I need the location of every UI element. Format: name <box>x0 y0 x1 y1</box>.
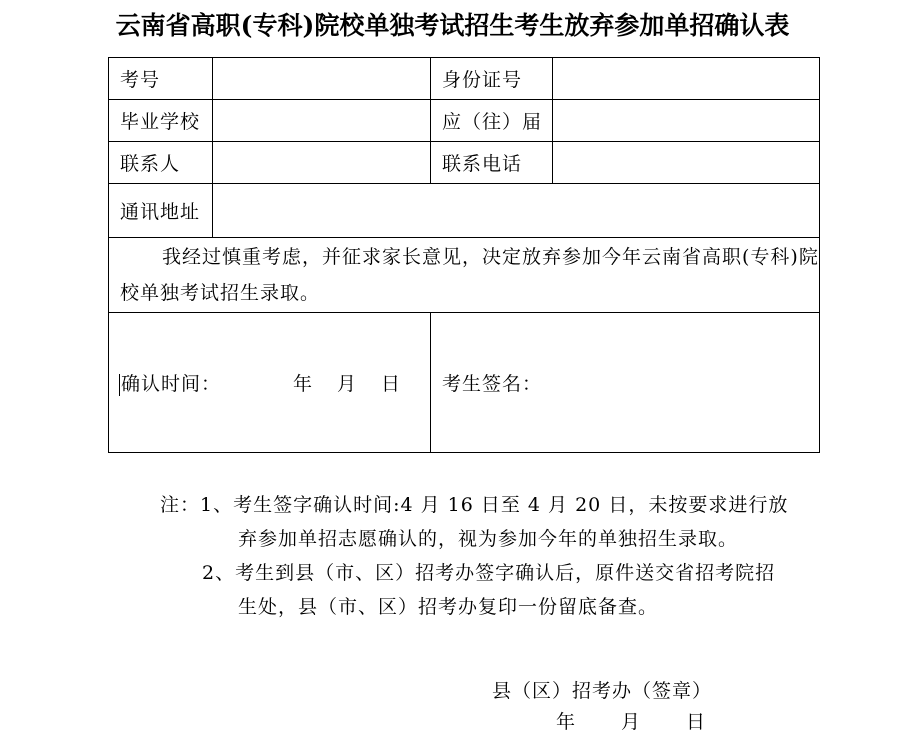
footer-month: 月 <box>621 711 641 733</box>
note-1-line-2: 弃参加单招志愿确认的，视为参加今年的单独招生录取。 <box>238 528 739 550</box>
id-field[interactable] <box>553 58 820 100</box>
note-2-line-1: 2、考生到县（市、区）招考办签字确认后，原件送交省招考院招 <box>202 562 776 584</box>
footer-day: 日 <box>686 711 706 733</box>
statement-text: 我经过慎重考虑，并征求家长意见，决定放弃参加今年云南省高职(专科)院校单独考试招生录取。 <box>109 238 820 313</box>
page-title: 云南省高职(专科)院校单独考试招生考生放弃参加单招确认表 <box>115 11 790 40</box>
phone-label: 联系电话 <box>431 142 553 184</box>
student-sign-cell[interactable] <box>431 313 820 453</box>
note-2-line-2: 生处，县（市、区）招考办复印一份留底备查。 <box>238 596 659 618</box>
confirm-time-label: 确认时间： <box>121 373 222 395</box>
address-label: 通讯地址 <box>109 184 213 238</box>
confirm-time-cell[interactable] <box>109 313 431 453</box>
contact-field[interactable] <box>213 142 431 184</box>
footer-year: 年 <box>556 711 576 733</box>
student-sign-label: 考生签名： <box>442 373 543 395</box>
confirmation-form <box>108 57 820 453</box>
year-label: 年 <box>293 373 314 395</box>
address-field[interactable] <box>213 184 820 238</box>
id-label: 身份证号 <box>431 58 553 100</box>
day-label: 日 <box>381 373 402 395</box>
school-field[interactable] <box>213 100 431 142</box>
phone-field[interactable] <box>553 142 820 184</box>
grad-field[interactable] <box>553 100 820 142</box>
note-1-line-1: 1、考生签字确认时间:4 月 16 日至 4 月 20 日，未按要求进行放 <box>200 494 789 516</box>
month-label: 月 <box>337 373 358 395</box>
school-label: 毕业学校 <box>109 100 213 142</box>
footer-date <box>556 707 705 734</box>
contact-label: 联系人 <box>109 142 213 184</box>
text-cursor <box>119 374 120 396</box>
exam-no-field[interactable] <box>213 58 431 100</box>
office-seal-label: 县（区）招考办（签章） <box>492 680 713 702</box>
notes-prefix: 注： <box>160 494 201 516</box>
grad-label: 应（往）届 <box>431 100 553 142</box>
exam-no-label: 考号 <box>109 58 213 100</box>
notes <box>160 488 788 624</box>
